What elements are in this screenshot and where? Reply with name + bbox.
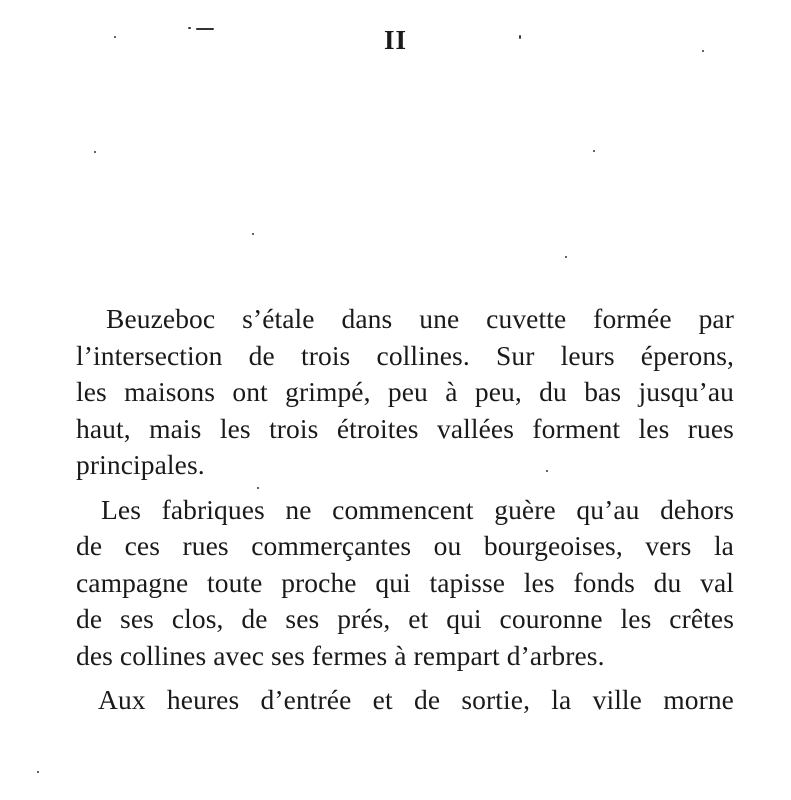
text-line: Aux heures d’entrée et de sortie, la ville morne	[98, 684, 734, 715]
scan-speck	[593, 150, 595, 152]
paragraph	[46, 301, 734, 484]
text-line: de ses clos, de ses prés, et qui couronne les crêtes	[76, 603, 734, 634]
text-line: Beuzeboc s’étale dans une cuvette formée par	[106, 303, 734, 334]
text-line: Les fabriques ne commencent guère qu’au dehors	[101, 493, 734, 525]
text-line: de ces rues commerçantes ou bourgeoises, vers la	[76, 530, 734, 561]
scan-speck	[188, 27, 191, 29]
scan-speck	[94, 151, 96, 153]
scan-speck	[546, 470, 548, 472]
text-line: les maisons ont grimpé, peu à peu, du bas jusqu’au	[76, 376, 734, 407]
scan-speck	[519, 35, 521, 39]
scan-speck	[114, 36, 116, 38]
scan-speck	[37, 771, 39, 773]
text-line: l’intersection de trois collines. Sur leurs éperons,	[76, 339, 734, 371]
scan-speck	[196, 28, 214, 30]
scan-speck	[565, 256, 567, 258]
body-text	[46, 301, 734, 727]
text-line: campagne toute proche qui tapisse les fonds du val	[76, 566, 734, 598]
chapter-number: II	[383, 25, 407, 55]
text-line: principales.	[76, 449, 205, 480]
scan-speck	[702, 50, 704, 52]
paragraph	[46, 682, 734, 719]
text-line: haut, mais les trois étroites vallées forment les rues	[76, 412, 734, 444]
paragraph	[46, 492, 734, 675]
text-line: des collines avec ses fermes à rempart d’arbres.	[76, 639, 605, 671]
scan-speck	[257, 487, 259, 489]
scan-speck	[252, 233, 254, 235]
